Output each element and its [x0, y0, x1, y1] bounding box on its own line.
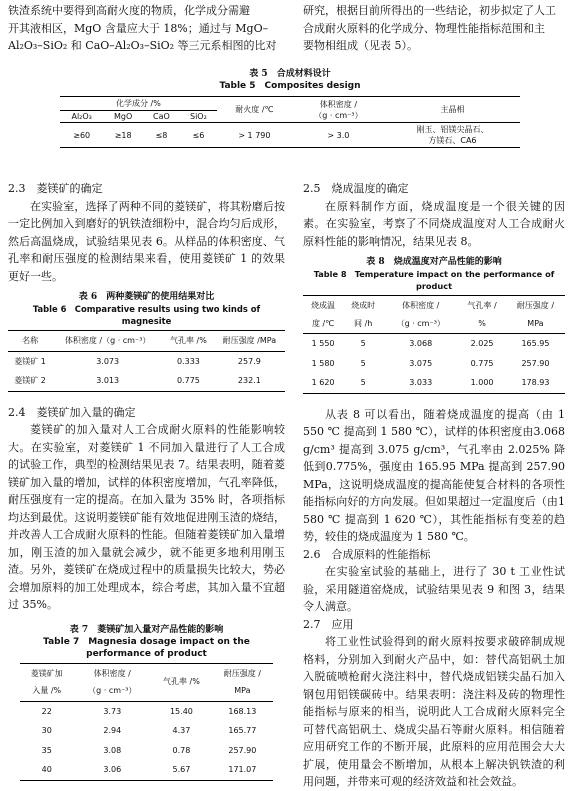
table8-cell: 1.000	[470, 378, 494, 387]
table8-cell: 3.068	[409, 339, 433, 348]
table7-cell: 5.67	[172, 765, 191, 774]
table5-header: Al₂O₃	[71, 112, 92, 121]
table8-header: 烧成温 度 /℃	[311, 301, 336, 328]
table6-cell: 菱镁矿 2	[14, 376, 46, 385]
table6-caption-en: Table 6 Comparative results using two kinds of magnesite	[32, 304, 261, 326]
table5-caption-en: Table 5 Composites design	[219, 81, 361, 91]
text-line: 开其液相区，MgO 含量应大于 18%；通过与 MgO–	[8, 21, 269, 35]
table7-cell: 257.90	[228, 745, 257, 755]
table7-cell: 3.06	[103, 765, 122, 774]
table-row	[60, 123, 520, 148]
table8-header: 烧成时 间 /h	[351, 301, 376, 328]
table7-cell: 3.08	[103, 745, 122, 755]
table7-caption-en: performance of product	[86, 648, 207, 659]
table6-header: 耐压强度 /MPa	[222, 336, 277, 345]
intro-right	[303, 2, 565, 55]
table8-cell: 5	[360, 339, 366, 348]
paragraph: 将工业性试验得到的耐火原料按要求破碎制成规格料，分别加入到耐火产品中，如：替代高铝矾土加入脱硫喷枪耐火浇注料中，替代烧成铝镁尖晶石加入钢包用铝镁碳砖中。结果表明：浇注料及砖的物理性能指标与原来的相当，说明此人工合成耐火原料完全可替代高铝矾土、烧成尖晶石等耐火原料。相信随着应用研究工作的不断开展，此原料的应用范围会大大扩展，使用量会不断增加，从根本上解决钒铁渣的利用问题，并带来可观的经济效益和社会效益。	[303, 635, 565, 788]
table7-cell: 22	[41, 706, 52, 716]
text-line: 铁渣系统中要得到高耐火度的物质，化学成分需避	[8, 4, 250, 17]
table5-cell: ≥18	[114, 130, 132, 140]
table7-cell: 30	[41, 726, 52, 735]
text-line: 合成耐火原料的化学成分、物理性能指标范围和主	[303, 21, 545, 35]
table-row	[20, 741, 273, 761]
table5-header: 体积密度 / （g · cm⁻³）	[314, 99, 363, 120]
table8	[303, 295, 565, 394]
table-row	[303, 373, 565, 393]
table8-cell: 2.025	[470, 339, 494, 348]
table5-block	[60, 68, 520, 148]
paragraph: 菱镁矿的加入量对人工合成耐火原料的性能影响较大。在实验室，对菱镁矿 1 不同加入量进行了人工合成的试验工作，典型的检测结果见表 7。结果表明，随着菱镁矿加入量的增加，试样的体积密度增加，气孔率降低，耐压强度有一定的提高。在加入量为 35% 时，各项指标均达到最优。这说明菱镁矿能有效地促进刚玉渣的烧结，并改善人工合成耐火原料的性能。但随着菱镁矿加入量增加，刚玉渣的加入量就会减少，就不能更多地利用刚玉渣。另外，菱镁矿在烧成过程中的质量损失比较大，势必会增加原料的加工处理成本，综合考虑，其加入量不宜超过 35%。	[8, 423, 285, 611]
table-row	[303, 354, 565, 374]
table6-cell: 0.333	[176, 356, 200, 366]
table7-cell: 2.94	[103, 726, 122, 735]
table7-cell: 171.07	[228, 765, 257, 774]
table8-cell: 0.775	[470, 358, 494, 368]
table7-header: 气孔率 /%	[163, 677, 200, 687]
table5-cell: > 1 790	[238, 130, 271, 140]
table8-cell: 3.075	[409, 358, 433, 368]
paragraph: 从表 8 可以看出，随着烧成温度的提高（由 1 550 ℃ 提高到 1 580 ℃），试样的体积密度由3.068 g/cm³ 提高到 3.075 g/cm³，气孔率由 2.025% 降低到0.775%，强度由 165.95 MPa 提高到 257.90 MPa，这说明烧成温度的提高能使复合材料的各项性能指标向好的方向发展。但如果超过一定温度后（由1 580 ℃ 提高到 1 620 ℃），其性能指标有变差的趋势，较佳的烧成温度为 1 580 ℃。	[303, 407, 565, 543]
table5-cell: 刚玉、铝镁尖晶石、 方镁石、CA6	[416, 125, 489, 145]
table6-block	[8, 291, 285, 392]
table7-cell: 4.37	[172, 726, 191, 735]
table-row	[8, 371, 285, 391]
table5-header: 耐火度 /℃	[235, 105, 274, 114]
table8-cell: 1 550	[311, 339, 335, 348]
table8-header: 体积密度 / （g · cm⁻³）	[396, 301, 445, 328]
table5-header: 主晶相	[440, 105, 465, 114]
table6-header: 名称	[22, 336, 39, 345]
table6-cell: 257.9	[237, 356, 261, 366]
table5-cell: > 3.0	[327, 130, 350, 140]
table8-caption-cn: 表 8 烧成温度对产品性能的影响	[366, 257, 502, 267]
table5-caption-cn: 表 5 合成材料设计	[249, 69, 331, 79]
paragraph: 在实验室，选择了两种不同的菱镁矿，将其粉磨后按一定比例加入到磨好的钒铁渣细粉中，混合均匀后成形，然后高温烧成，试验结果见表 6。从样品的体积密度、气孔率和耐压强度的检测结果来看，使用菱镁矿 1 的效果更好一些。	[8, 199, 285, 283]
table8-cell: 1 620	[311, 378, 335, 387]
text-line: Al₂O₃–SiO₂ 和 CaO–Al₂O₃–SiO₂ 等三元系相图的比对	[8, 39, 277, 52]
section-heading: 2.4 菱镁矿加入量的确定	[8, 405, 136, 419]
table5-header: SiO₂	[189, 112, 207, 121]
table8-cell: 3.033	[409, 378, 433, 387]
table6	[8, 330, 285, 392]
paragraph: 在实验室试验的基础上，进行了 30 t 工业性试验，采用隧道窑烧成，试验结果见表 9 和图 3，结果令人满意。	[303, 565, 565, 613]
table7-cell: 3.73	[103, 706, 122, 716]
table7-header: 耐压强度 / MPa	[223, 668, 261, 695]
table6-cell: 232.1	[237, 376, 261, 385]
table-row	[20, 760, 273, 780]
text-line: 要物相组成（见表 5）。	[303, 39, 418, 52]
table7-cell: 0.78	[172, 745, 191, 755]
table8-cell: 257.90	[521, 358, 550, 368]
table-row	[20, 721, 273, 741]
table8-cell: 1 580	[311, 358, 335, 368]
table-row	[20, 701, 273, 721]
section-heading: 2.7 应用	[303, 617, 354, 631]
table-row	[8, 351, 285, 371]
table5-cell: ≤6	[192, 130, 205, 140]
table6-header: 体积密度 /（g · cm⁻³）	[64, 336, 151, 345]
table7-cell: 168.13	[228, 706, 257, 716]
table7	[20, 663, 273, 781]
table7-cell: 165.77	[228, 726, 257, 735]
table8-header: 气孔率 / %	[467, 301, 497, 328]
section-heading: 2.3 菱镁矿的确定	[8, 182, 103, 195]
intro-left	[8, 2, 285, 55]
table7-header: 菱镁矿加 入量 /%	[30, 668, 63, 695]
table6-cell: 0.775	[176, 376, 200, 385]
table-row	[303, 334, 565, 354]
left-column	[8, 180, 285, 781]
table5-header: CaO	[153, 112, 170, 121]
right-column	[303, 180, 565, 791]
table8-caption-en: Table 8 Temperature impact on the performance of product	[313, 269, 555, 291]
table7-cell: 40	[41, 765, 52, 774]
section-heading: 2.6 合成原料的性能指标	[303, 547, 431, 561]
table7-block	[8, 624, 285, 781]
paragraph: 在原料制作方面，烧成温度是一个很关键的因素。在实验室，考察了不同烧成温度对人工合成耐火原料性能的影响情况，结果见表 8。	[303, 199, 565, 248]
table6-header: 气孔率 /%	[170, 336, 207, 345]
table5	[60, 96, 520, 148]
table8-cell: 178.93	[521, 378, 550, 387]
text-line: 研究，根据目前所得出的一些结论，初步拟定了人工	[303, 4, 556, 17]
table6-caption-cn: 表 6 两种菱镁矿的使用结果对比	[78, 292, 215, 302]
table8-cell: 5	[360, 378, 366, 387]
table8-header: 耐压强度 / MPa	[516, 301, 555, 328]
section-heading: 2.5 烧成温度的确定	[303, 182, 409, 195]
table7-caption-cn: 表 7 菱镁矿加入量对产品性能的影响	[69, 624, 224, 635]
table7-header: 体积密度 / （g · cm⁻³）	[88, 668, 137, 695]
table5-group-header: 化学成分 /%	[60, 97, 217, 111]
table5-cell: ≥60	[73, 130, 91, 140]
table8-cell: 165.95	[521, 339, 550, 348]
table8-block	[303, 256, 565, 394]
table8-cell: 5	[360, 358, 366, 368]
table7-cell: 15.40	[169, 706, 193, 716]
table7-caption-en: Table 7 Magnesia dosage impact on the	[43, 636, 250, 647]
table5-cell: ≤8	[155, 130, 168, 140]
table6-cell: 3.073	[96, 356, 120, 366]
table7-cell: 35	[41, 745, 52, 755]
table6-cell: 3.013	[96, 376, 120, 385]
table6-cell: 菱镁矿 1	[14, 356, 46, 366]
table5-header: MgO	[114, 112, 133, 121]
